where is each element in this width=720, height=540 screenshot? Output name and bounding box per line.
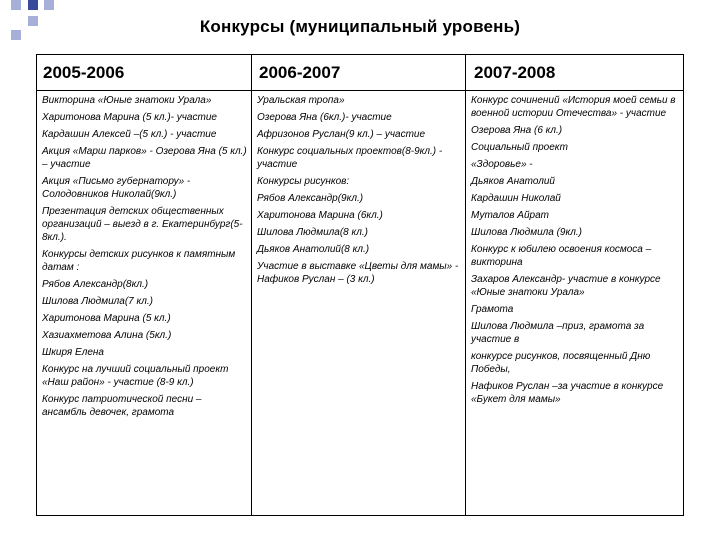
list-item: Шкиря Елена [42, 347, 104, 358]
list-item: Рябов Александр(9кл.) [257, 193, 364, 204]
list-item: Викторина «Юные знатоки Урала» [42, 95, 212, 106]
contests-table [36, 54, 684, 516]
list-item: Кардашин Алексей –(5 кл.) - участие [42, 129, 217, 140]
column-divider [465, 55, 466, 515]
table-header-row [37, 55, 683, 91]
list-item: Конкурс к юбилею освоения космоса – викторина [471, 244, 652, 268]
list-item: Конкурсы детских рисунков к памятным датам : [42, 249, 236, 273]
decor-square [44, 0, 54, 10]
list-item: Социальный проект [471, 142, 568, 153]
list-item: Кардашин Николай [471, 193, 561, 204]
list-item: конкурсе рисунков, посвященный Дню Победы, [471, 351, 651, 375]
list-item: «Здоровье» - [471, 159, 533, 170]
list-item: Конкурс патриотической песни – ансамбль девочек, грамота [42, 394, 202, 418]
list-item: Озерова Яна (6 кл.) [471, 125, 563, 136]
list-item: Шилова Людмила(8 кл.) [257, 227, 368, 238]
list-item: Афризонов Руслан(9 кл.) – участие [257, 129, 426, 140]
list-item: Дьяков Анатолий(8 кл.) [257, 244, 370, 255]
list-item: Хазиахметова Алина (5кл.) [42, 330, 172, 341]
list-item: Захаров Александр- участие в конкурсе «Юные знатоки Урала» [471, 274, 661, 298]
list-item: Конкурс социальных проектов(8-9кл.) - участие [257, 146, 443, 170]
list-item: Грамота [471, 304, 514, 315]
list-item: Харитонова Марина (6кл.) [257, 210, 383, 221]
list-item: Участие в выставке «Цветы для мамы» - Нафиков Руслан – (3 кл.) [257, 261, 459, 285]
decor-square [11, 0, 21, 10]
list-item: Шилова Людмила(7 кл.) [42, 296, 153, 307]
decor-square [28, 0, 38, 10]
list-item: Озерова Яна (6кл.)- участие [257, 112, 392, 123]
list-item: Дьяков Анатолий [471, 176, 555, 187]
column-2006-2007 [257, 94, 460, 290]
list-item: Рябов Александр(8кл.) [42, 279, 149, 290]
list-item: Нафиков Руслан –за участие в конкурсе «Букет для мамы» [471, 381, 664, 405]
list-item: Акция «Марш парков» - Озерова Яна (5 кл.) – участие [42, 146, 247, 170]
header-cell-3: 2007-2008 [474, 63, 556, 82]
list-item: Уральская тропа» [257, 95, 345, 106]
list-item: Муталов Айрат [471, 210, 549, 221]
header-cell-1: 2005-2006 [43, 63, 125, 82]
list-item: Конкурс на лучший социальный проект «Наш район» - участие (8-9 кл.) [42, 364, 229, 388]
column-2007-2008 [471, 94, 679, 410]
list-item: Конкурс сочинений «История моей семьи в военной истории Отечества» - участие [471, 95, 676, 119]
column-divider [251, 55, 252, 515]
list-item: Конкурсы рисунков: [257, 176, 350, 187]
list-item: Акция «Письмо губернатору» - Солодовников Николай(9кл.) [42, 176, 191, 200]
page-title: Конкурсы (муниципальный уровень) [199, 17, 521, 36]
header-cell-2: 2006-2007 [259, 63, 341, 82]
list-item: Шилова Людмила –приз, грамота за участие в [471, 321, 645, 345]
list-item: Шилова Людмила (9кл.) [471, 227, 582, 238]
list-item: Харитонова Марина (5 кл.) [42, 313, 171, 324]
list-item: Харитонова Марина (5 кл.)- участие [42, 112, 217, 123]
column-2005-2006 [42, 94, 248, 423]
list-item: Презентация детских общественных организаций – выезд в г. Екатеринбург(5-8кл.). [42, 206, 243, 243]
